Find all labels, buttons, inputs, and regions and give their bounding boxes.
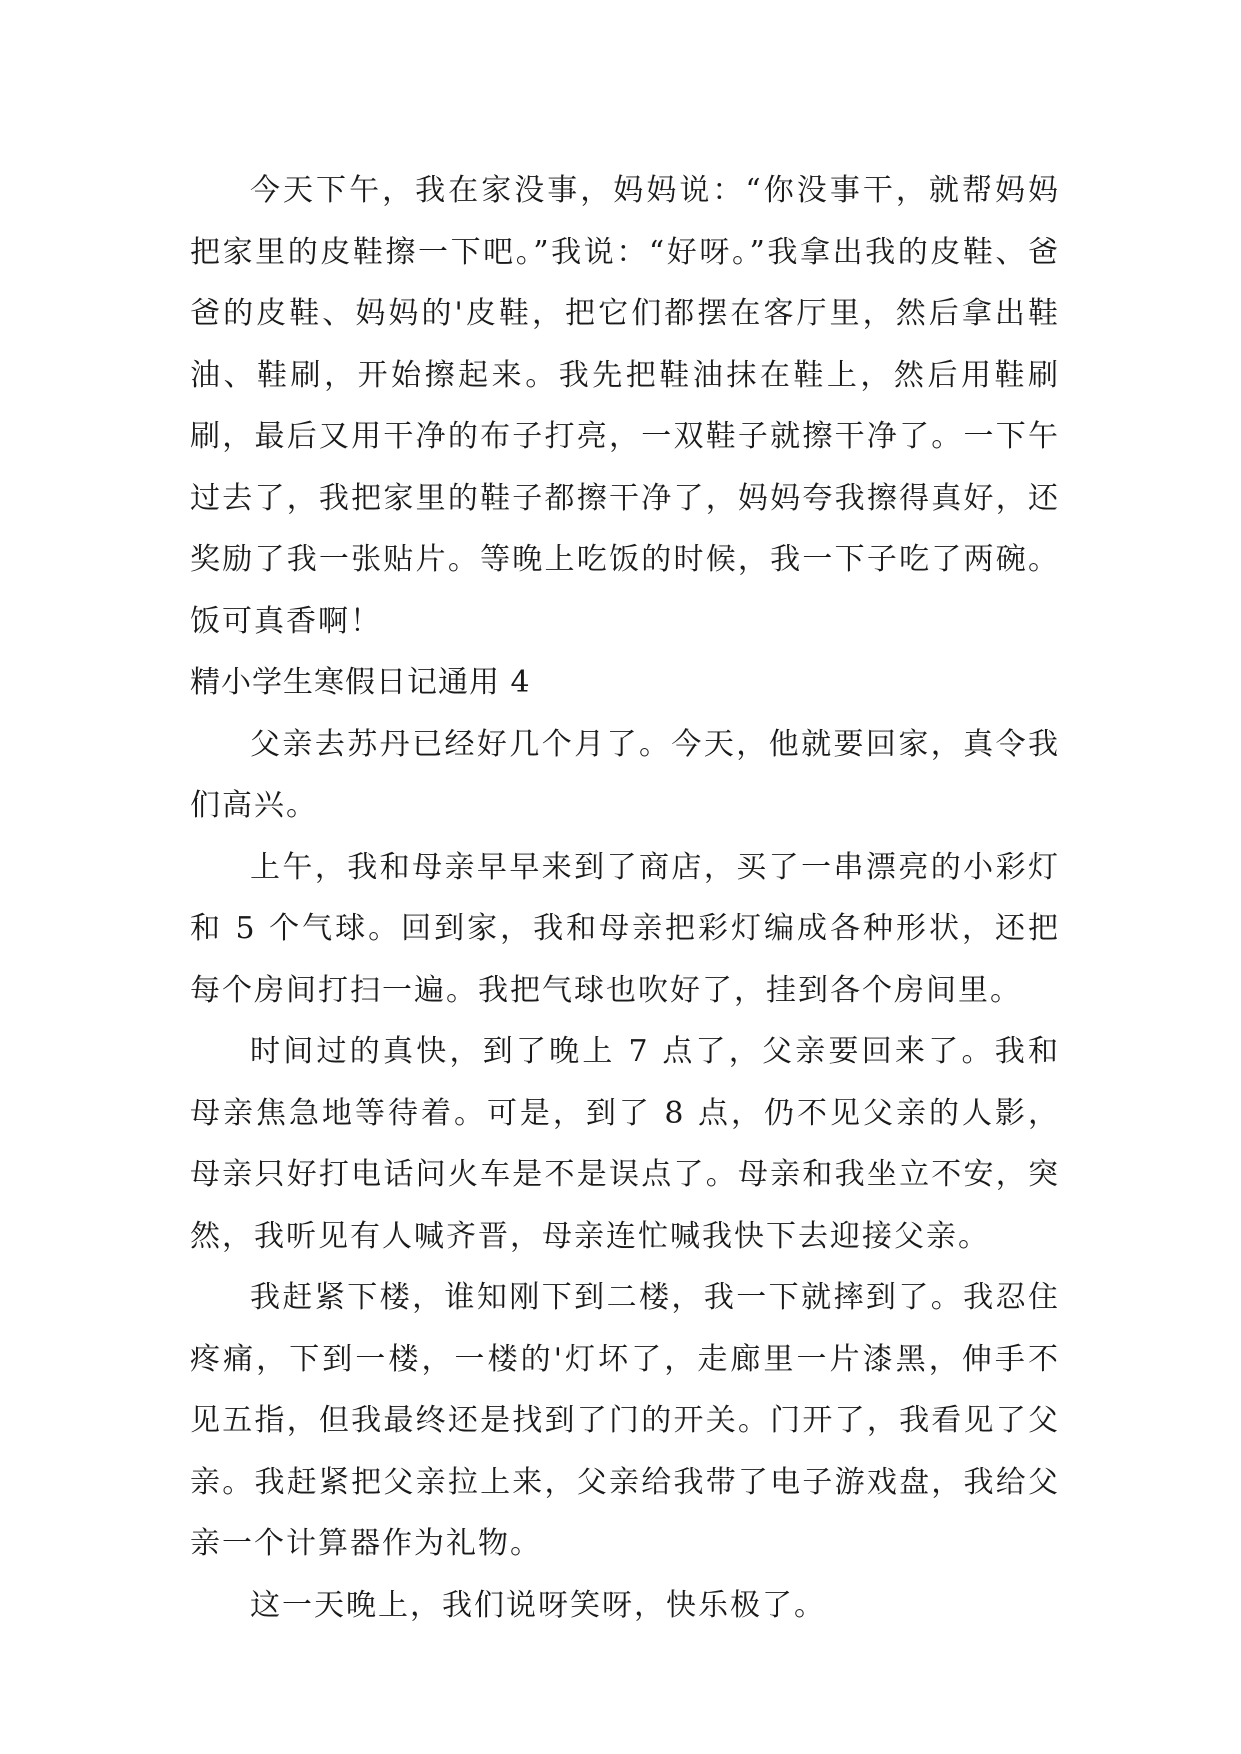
paragraph-shoe-polishing: 今天下午，我在家没事，妈妈说：“你没事干，就帮妈妈把家里的皮鞋擦一下吧。”我说：“好呀。”我拿出我的皮鞋、爸爸的皮鞋、妈妈的'皮鞋，把它们都摆在客厅里，然后拿出鞋油、鞋刷，开始擦起来。我先把鞋油抹在鞋上，然后用鞋刷刷，最后又用干净的布子打亮，一双鞋子就擦干净了。一下午过去了，我把家里的鞋子都擦干净了，妈妈夸我擦得真好，还奖励了我一张贴片。等晚上吃饭的时候，我一下子吃了两碗。饭可真香啊！ — [190, 173, 1060, 639]
paragraph-waiting: 时间过的真快，到了晚上 7 点了，父亲要回来了。我和母亲焦急地等待着。可是，到了 8 点，仍不见父亲的人影，母亲只好打电话问火车是不是误点了。母亲和我坐立不安，突然，我听见有人喊齐晋，母亲连忙喊我快下去迎接父亲。 — [190, 1034, 1060, 1254]
document-body — [190, 160, 1060, 1636]
paragraph-father-returning: 父亲去苏丹已经好几个月了。今天，他就要回家，真令我们高兴。 — [190, 726, 1060, 823]
paragraph-shopping: 上午，我和母亲早早来到了商店，买了一串漂亮的小彩灯和 5 个气球。回到家，我和母亲把彩灯编成各种形状，还把每个房间打扫一遍。我把气球也吹好了，挂到各个房间里。 — [190, 849, 1060, 1008]
section-heading: 精小学生寒假日记通用 4 — [190, 665, 531, 700]
paragraph-evening: 这一天晚上，我们说呀笑呀，快乐极了。 — [250, 1587, 826, 1623]
paragraph-stairs: 我赶紧下楼，谁知刚下到二楼，我一下就摔到了。我忍住疼痛，下到一楼，一楼的'灯坏了，走廊里一片漆黑，伸手不见五指，但我最终还是找到了门的开关。门开了，我看见了父亲。我赶紧把父亲拉上来，父亲给我带了电子游戏盘，我给父亲一个计算器作为礼物。 — [190, 1280, 1060, 1561]
